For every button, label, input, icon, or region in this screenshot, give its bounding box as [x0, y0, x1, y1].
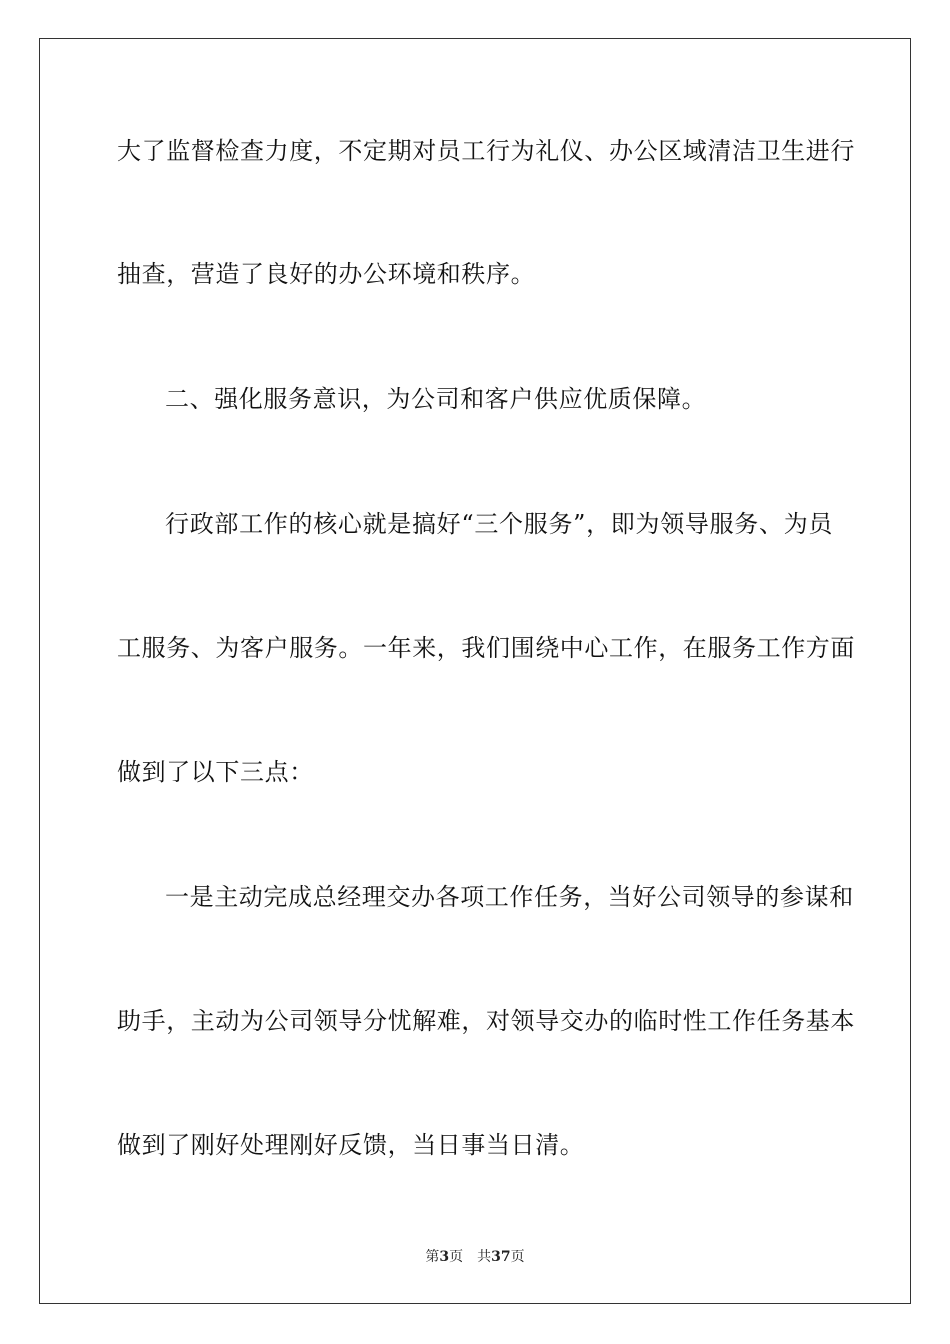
page-frame [39, 38, 911, 1304]
page-footer [0, 1248, 950, 1266]
text-line: 行政部工作的核心就是搞好“三个服务”，即为领导服务、为员 [165, 510, 833, 538]
total-pages: 37 [491, 1249, 511, 1265]
page-suffix: 页 [449, 1249, 464, 1265]
page-prefix: 第 [425, 1249, 440, 1265]
text-line: 做到了以下三点： [117, 758, 314, 786]
text-line: 大了监督检查力度，不定期对员工行为礼仪、办公区域清洁卫生进行 [117, 137, 855, 165]
text-line: 助手，主动为公司领导分忧解难，对领导交办的临时性工作任务基本 [117, 1007, 855, 1035]
text-line: 抽查，营造了良好的办公环境和秩序。 [117, 260, 536, 288]
section-heading: 二、强化服务意识，为公司和客户供应优质保障。 [165, 385, 707, 413]
text-line: 做到了刚好处理刚好反馈，当日事当日清。 [117, 1131, 585, 1159]
total-prefix: 共 [477, 1249, 492, 1265]
text-line: 工服务、为客户服务。一年来，我们围绕中心工作，在服务工作方面 [117, 634, 855, 662]
text-line: 一是主动完成总经理交办各项工作任务，当好公司领导的参谋和 [165, 883, 854, 911]
total-suffix: 页 [510, 1249, 525, 1265]
page-number: 3 [439, 1249, 450, 1265]
